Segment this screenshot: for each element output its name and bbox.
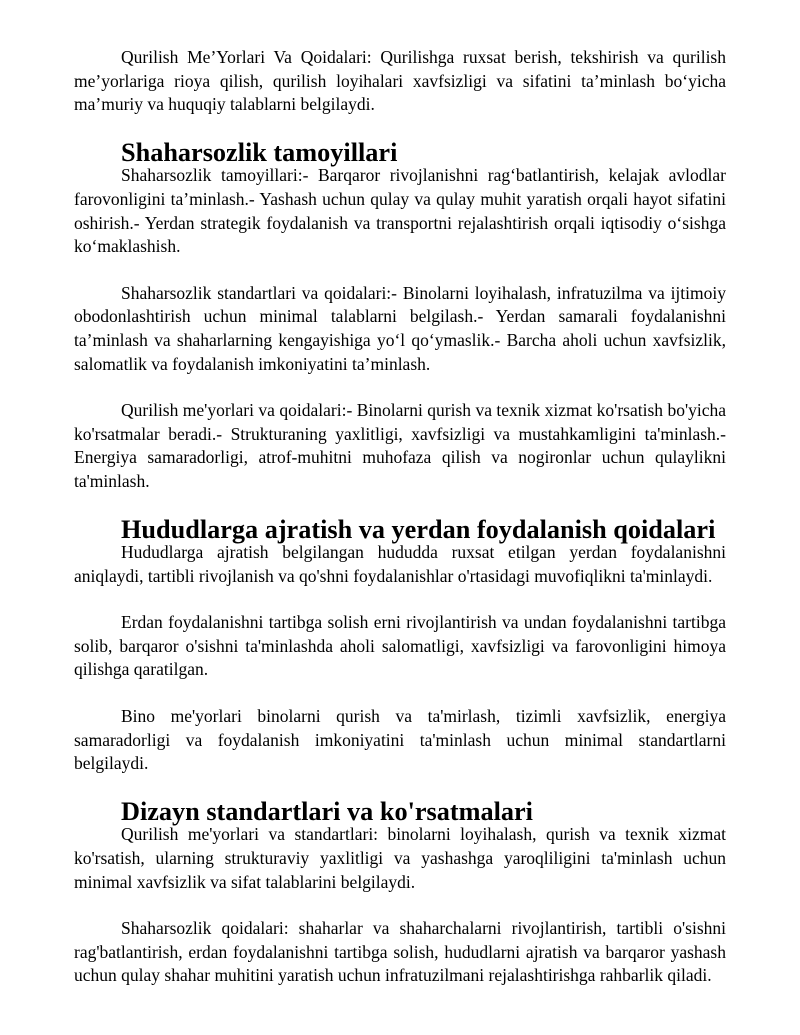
paragraph-qurilish-meyorlari-intro: Qurilish Me’Yorlari Va Qoidalari: Qurilishga ruxsat berish, tekshirish va qurilish me’yorlariga rioya qilish, qurilish loyihalari xavfsizligi va sifatini ta’minlash bo‘yicha ma’muriy va huquqiy talablarni belgilaydi. — [74, 47, 726, 115]
paragraph-shaharsozlik-tamoyillari: Shaharsozlik tamoyillari:- Barqaror rivojlanishni rag‘batlantirish, kelajak avlodlar farovonligini ta’minlash.- Yashash uchun qulay va qulay muhit yaratish orqali hayot sifatini oshirish.- Yerdan strategik foydalanish va transportni rejalashtirish orqali iqtisodiy o‘sishga ko‘maklashish. — [74, 165, 726, 257]
paragraph-shaharsozlik-standartlari: Shaharsozlik standartlari va qoidalari:- Binolarni loyihalash, infratuzilma va ijtimoiy obodonlashtirish uchun minimal talablarni belgilash.- Yerdan samarali foydalanishni ta’minlash va shaharlarning kengayishiga yo‘l qo‘ymaslik.- Barcha aholi uchun xavfsizlik, salomatlik va foydalanish imkoniyatini ta’minlash. — [74, 282, 726, 374]
heading-hududlarga-ajratish: Hududlarga ajratish va yerdan foydalanish qoidalari — [121, 514, 716, 544]
paragraph-shaharsozlik-qoidalari: Shaharsozlik qoidalari: shaharlar va shaharchalarni rivojlantirish, tartibli o'sishni rag'batlantirish, erdan foydalanishni tartibga solish, hududlarni ajratish va barqaror yashash uchun qulay shahar muhitini yaratish uchun infratuzilmani rejalashtirishga rahbarlik qiladi. — [74, 918, 726, 986]
paragraph-qurilish-standartlari: Qurilish me'yorlari va standartlari: binolarni loyihalash, qurish va texnik xizmat ko'rsatish, ularning strukturaviy yaxlitligi va yashashga yaroqliligini ta'minlash uchun minimal xavfsizlik va sifat talablarini belgilaydi. — [74, 824, 726, 892]
paragraph-bino-meyorlari: Bino me'yorlari binolarni qurish va ta'mirlash, tizimli xavfsizlik, energiya samaradorligi va foydalanish imkoniyatini ta'minlash uchun minimal standartlarni belgilaydi. — [74, 706, 726, 774]
heading-dizayn-standartlari: Dizayn standartlari va ko'rsatmalari — [121, 796, 533, 826]
paragraph-hududlarga-ajratish: Hududlarga ajratish belgilangan hududda ruxsat etilgan yerdan foydalanishni aniqlaydi, tartibli rivojlanish va qo'shni foydalanishlar o'rtasidagi muvofiqlikni ta'minlaydi. — [74, 542, 726, 586]
heading-shaharsozlik-tamoyillari: Shaharsozlik tamoyillari — [121, 137, 398, 167]
paragraph-erdan-foydalanish: Erdan foydalanishni tartibga solish erni rivojlantirish va undan foydalanishni tartibga solib, barqaror o'sishni ta'minlashda aholi salomatligi, xavfsizligi va farovonligini himoya qilishga qaratilgan. — [74, 612, 726, 680]
paragraph-qurilish-meyorlari-qoidalari: Qurilish me'yorlari va qoidalari:- Binolarni qurish va texnik xizmat ko'rsatish bo'yicha ko'rsatmalar beradi.- Strukturaning yaxlitligi, xavfsizligi va mustahkamligini ta'minlash.- Energiya samaradorligi, atrof-muhitni muhofaza qilish va nogironlar uchun qulaylikni ta'minlash. — [74, 400, 726, 491]
